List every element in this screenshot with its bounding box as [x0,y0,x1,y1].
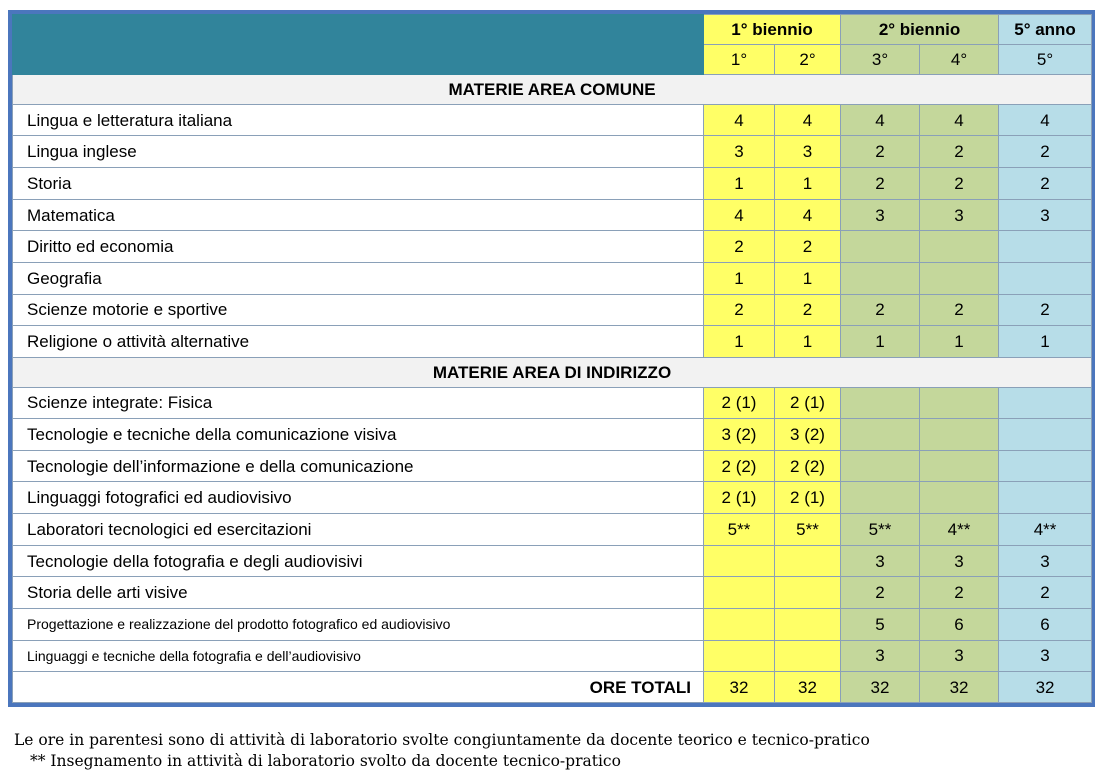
hours-cell-year-3: 5** [841,514,920,546]
timetable [12,14,1092,703]
table-frame [8,10,1095,707]
header-year-2: 2° [775,44,841,75]
hours-cell-year-2: 5** [775,514,841,546]
hours-cell-year-5 [999,263,1092,295]
section-header-row [13,75,1092,105]
hours-cell-year-4: 1 [920,326,999,358]
hours-cell-year-2 [775,609,841,641]
subject-row [13,609,1092,641]
hours-cell-year-5 [999,482,1092,514]
hours-cell-year-3: 5 [841,609,920,641]
hours-cell-year-3 [841,231,920,263]
subject-row [13,545,1092,577]
hours-cell-year-1: 2 (2) [704,450,775,482]
hours-cell-year-1: 3 (2) [704,419,775,451]
header-group-3: 5° anno [999,15,1092,45]
section-title: MATERIE AREA DI INDIRIZZO [13,357,1092,387]
header-year-4: 4° [920,44,999,75]
hours-cell-year-2: 4 [775,199,841,231]
hours-cell-year-2 [775,545,841,577]
hours-cell-year-3 [841,387,920,419]
total-hours-year-2: 32 [775,672,841,703]
hours-cell-year-2 [775,640,841,672]
hours-cell-year-3: 3 [841,640,920,672]
hours-cell-year-3 [841,482,920,514]
hours-cell-year-2: 2 (1) [775,482,841,514]
subject-name: Tecnologie dell’informazione e della comunicazione [13,450,704,482]
hours-cell-year-4: 2 [920,294,999,326]
total-hours-year-5: 32 [999,672,1092,703]
hours-cell-year-4: 3 [920,640,999,672]
totals-label: ORE TOTALI [13,672,704,703]
header-group-2: 2° biennio [841,15,999,45]
subject-name: Matematica [13,199,704,231]
hours-cell-year-4: 3 [920,545,999,577]
header-blank-cell [13,15,704,75]
hours-cell-year-5: 6 [999,609,1092,641]
footnote-parentheses: Le ore in parentesi sono di attività di laboratorio svolte congiuntamente da docente teorico e tecnico-pratico [14,731,870,749]
hours-cell-year-3 [841,263,920,295]
subject-name: Progettazione e realizzazione del prodotto fotografico ed audiovisivo [13,609,704,641]
subject-name: Lingua inglese [13,136,704,168]
subject-name: Tecnologie e tecniche della comunicazione visiva [13,419,704,451]
hours-cell-year-3: 2 [841,294,920,326]
hours-cell-year-1: 2 [704,294,775,326]
subject-row [13,263,1092,295]
hours-cell-year-2 [775,577,841,609]
hours-cell-year-1: 1 [704,168,775,200]
hours-cell-year-3: 1 [841,326,920,358]
hours-cell-year-5: 1 [999,326,1092,358]
hours-cell-year-1: 2 (1) [704,387,775,419]
hours-cell-year-1: 3 [704,136,775,168]
hours-cell-year-5 [999,450,1092,482]
subject-name: Religione o attività alternative [13,326,704,358]
subject-row [13,482,1092,514]
subject-row [13,577,1092,609]
hours-cell-year-1: 1 [704,326,775,358]
hours-cell-year-4 [920,231,999,263]
subject-name: Storia delle arti visive [13,577,704,609]
subject-name: Geografia [13,263,704,295]
subject-row [13,450,1092,482]
hours-cell-year-4 [920,482,999,514]
section-title: MATERIE AREA COMUNE [13,75,1092,105]
hours-cell-year-3: 4 [841,104,920,136]
hours-cell-year-3: 3 [841,199,920,231]
subject-row [13,199,1092,231]
subject-row [13,168,1092,200]
hours-cell-year-4: 2 [920,577,999,609]
hours-cell-year-5: 2 [999,577,1092,609]
hours-cell-year-4 [920,263,999,295]
hours-cell-year-5: 3 [999,545,1092,577]
hours-cell-year-5: 2 [999,136,1092,168]
hours-cell-year-3 [841,419,920,451]
section-header-row [13,357,1092,387]
hours-cell-year-4 [920,419,999,451]
subject-row [13,326,1092,358]
hours-cell-year-1 [704,545,775,577]
hours-cell-year-3: 2 [841,577,920,609]
hours-cell-year-4: 2 [920,168,999,200]
hours-cell-year-3: 2 [841,136,920,168]
subject-row [13,231,1092,263]
hours-cell-year-1 [704,609,775,641]
hours-cell-year-2: 1 [775,326,841,358]
hours-cell-year-4: 6 [920,609,999,641]
hours-cell-year-5 [999,419,1092,451]
hours-cell-year-4: 4 [920,104,999,136]
hours-cell-year-1 [704,577,775,609]
hours-cell-year-3: 3 [841,545,920,577]
hours-cell-year-5: 2 [999,294,1092,326]
hours-cell-year-2: 2 [775,231,841,263]
hours-cell-year-1: 4 [704,104,775,136]
hours-cell-year-2: 3 (2) [775,419,841,451]
hours-cell-year-4 [920,450,999,482]
hours-cell-year-4: 4** [920,514,999,546]
subject-row [13,419,1092,451]
subject-row [13,136,1092,168]
total-hours-year-1: 32 [704,672,775,703]
subject-name: Scienze motorie e sportive [13,294,704,326]
subject-row [13,640,1092,672]
total-hours-year-4: 32 [920,672,999,703]
hours-cell-year-3 [841,450,920,482]
totals-row [13,672,1092,703]
subject-row [13,387,1092,419]
hours-cell-year-2: 2 (2) [775,450,841,482]
hours-cell-year-5: 4 [999,104,1092,136]
subject-row [13,514,1092,546]
hours-cell-year-5: 2 [999,168,1092,200]
hours-cell-year-4: 2 [920,136,999,168]
hours-cell-year-1: 2 [704,231,775,263]
header-year-3: 3° [841,44,920,75]
subject-name: Storia [13,168,704,200]
hours-cell-year-5: 3 [999,640,1092,672]
footnotes [14,730,870,772]
header-year-5: 5° [999,44,1092,75]
total-hours-year-3: 32 [841,672,920,703]
hours-cell-year-4 [920,387,999,419]
subject-name: Diritto ed economia [13,231,704,263]
hours-cell-year-2: 2 [775,294,841,326]
subject-name: Linguaggi fotografici ed audiovisivo [13,482,704,514]
hours-cell-year-1: 4 [704,199,775,231]
hours-cell-year-5: 4** [999,514,1092,546]
hours-cell-year-5: 3 [999,199,1092,231]
hours-cell-year-2: 3 [775,136,841,168]
subject-name: Tecnologie della fotografia e degli audiovisivi [13,545,704,577]
header-year-1: 1° [704,44,775,75]
subject-name: Scienze integrate: Fisica [13,387,704,419]
footnote-asterisks: ** Insegnamento in attività di laboratorio svolto da docente tecnico-pratico [30,752,621,770]
subject-name: Lingua e letteratura italiana [13,104,704,136]
hours-cell-year-2: 1 [775,263,841,295]
hours-cell-year-1 [704,640,775,672]
hours-cell-year-1: 1 [704,263,775,295]
hours-cell-year-1: 5** [704,514,775,546]
hours-cell-year-2: 4 [775,104,841,136]
hours-cell-year-2: 2 (1) [775,387,841,419]
header-groups-row [13,15,1092,45]
hours-cell-year-2: 1 [775,168,841,200]
hours-cell-year-3: 2 [841,168,920,200]
subject-row [13,104,1092,136]
hours-cell-year-5 [999,387,1092,419]
subject-name: Laboratori tecnologici ed esercitazioni [13,514,704,546]
subject-row [13,294,1092,326]
hours-cell-year-4: 3 [920,199,999,231]
hours-cell-year-5 [999,231,1092,263]
header-group-1: 1° biennio [704,15,841,45]
subject-name: Linguaggi e tecniche della fotografia e dell’audiovisivo [13,640,704,672]
hours-cell-year-1: 2 (1) [704,482,775,514]
